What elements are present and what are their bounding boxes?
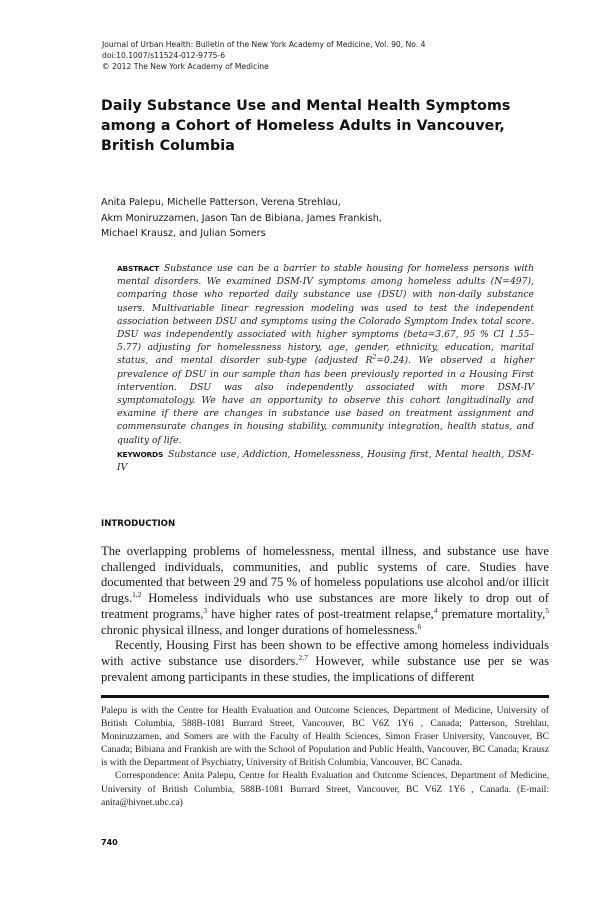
abstract-label: ABSTRACT <box>117 264 159 273</box>
authors-line-2: Akm Moniruzzamen, Jason Tan de Bibiana, James Frankish, <box>101 212 382 224</box>
keywords-text: Substance use, Addiction, Homelessness, Housing first, Mental health, DSM-IV <box>117 449 534 474</box>
keywords <box>117 448 534 474</box>
journal-copyright: © 2012 The New York Academy of Medicine <box>102 61 269 71</box>
footnote-divider <box>101 695 549 698</box>
title-line-3: British Columbia <box>101 138 235 154</box>
introduction-body <box>101 544 549 685</box>
title-line-2: among a Cohort of Homeless Adults in Vancouver, <box>101 118 505 134</box>
intro-p2-text-a: Recently, Housing First has been shown to be effective among homeless individuals with active substance use disorders. <box>101 638 549 668</box>
intro-p1-text-e: chronic physical illness, and longer durations of homelessness. <box>101 622 418 637</box>
abstract-text-part-2: =0.24). We observed a higher prevalence of DSU in our sample than has been previously reported in a Housing First intervention. DSU was also independently associated with more DSM-IV symptomatology. We have an opportunity to observe this cohort longitudinally and examine if there are changes in substance use based on treatment assignment and commensurate changes in housing stability, community integration, health status, and quality of life. <box>117 355 534 446</box>
intro-p1-text-c: have higher rates of post-treatment relapse, <box>207 606 434 621</box>
intro-paragraph-1 <box>101 544 549 638</box>
intro-paragraph-2 <box>101 638 549 685</box>
abstract-text-part-1: Substance use can be a barrier to stable housing for homeless persons with mental disorders. We examined DSM-IV symptoms among homeless adults (N=497), comparing those who reported daily substance use (DSU) with non-daily substance users. Multivariable linear regression modeling was used to test the independent association between DSU and symptoms using the Colorado Symptom Index total score. DSU was independently associated with higher symptoms (beta=3.67, 95 % CI 1.55–5.77) adjusting for homelessness history, age, gender, ethnicity, education, marital status, and mental disorder sub-type (adjusted R <box>117 263 534 367</box>
section-heading-introduction: INTRODUCTION <box>101 519 176 529</box>
authors-line-3: Michael Krausz, and Julian Somers <box>101 228 266 239</box>
journal-doi: doi:10.1007/s11524-012-9775-6 <box>102 50 226 60</box>
citation-ref[interactable]: 6 <box>417 621 422 631</box>
citation-ref[interactable]: 5 <box>545 605 550 615</box>
citation-ref[interactable]: 3 <box>203 605 208 615</box>
page-number: 740 <box>101 838 118 847</box>
intro-p1-text-d: premature mortality, <box>437 606 546 621</box>
intro-p2-text-b: However, while substance use per se was prevalent among participants in these studies, the implications of different <box>101 653 549 684</box>
journal-citation: Journal of Urban Health: Bulletin of the New York Academy of Medicine, Vol. 90, No. 4 <box>102 40 426 49</box>
journal-header <box>102 40 522 72</box>
abstract <box>117 262 534 447</box>
abstract-superscript: 2 <box>372 354 377 362</box>
citation-ref[interactable]: 2,7 <box>298 652 308 662</box>
correspondence-text: Correspondence: Anita Palepu, Centre for Health Evaluation and Outcome Sciences, Department of Medicine, University of British Columbia, 588B-1081 Burrard Street, Vancouver, BC V6Z 1Y6 , Canada. (E-mail: anita@hivnet.ubc.ca) <box>101 770 549 808</box>
citation-ref[interactable]: 4 <box>433 605 438 615</box>
author-affiliations-footnote <box>101 704 549 809</box>
intro-p1-text-b: Homeless individuals who use substances are more likely to drop out of treatment programs, <box>101 591 549 621</box>
intro-p1-text-a: The overlapping problems of homelessness, mental illness, and substance use have challenged individuals, communities, and public systems of care. Studies have documented that between 29 and 75 % of homeless populations use alcohol and/or illicit drugs. <box>101 544 549 606</box>
title-line-1: Daily Substance Use and Mental Health Symptoms <box>101 98 511 114</box>
article-title <box>101 96 541 156</box>
author-list <box>101 195 541 242</box>
keywords-label: KEYWORDS <box>117 450 164 459</box>
affiliations-text: Palepu is with the Centre for Health Evaluation and Outcome Sciences, Department of Medicine, University of British Columbia, 588B-1081 Burrard Street, Vancouver, BC V6Z 1Y6 , Canada; Patterson, Strehlau, Moniruzzamen, and Somers are with the Faculty of Health Sciences, Simon Fraser University, Vancouver, BC Canada; Bibiana and Frankish are with the School of Population and Public Health, Vancouver, BC Canada; Krausz is with the Department of Psychiatry, University of British Columbia, Vancouver, BC Canada. <box>101 705 549 769</box>
citation-ref[interactable]: 1,2 <box>132 590 142 600</box>
authors-line-1: Anita Palepu, Michelle Patterson, Verena Strehlau, <box>101 197 341 208</box>
